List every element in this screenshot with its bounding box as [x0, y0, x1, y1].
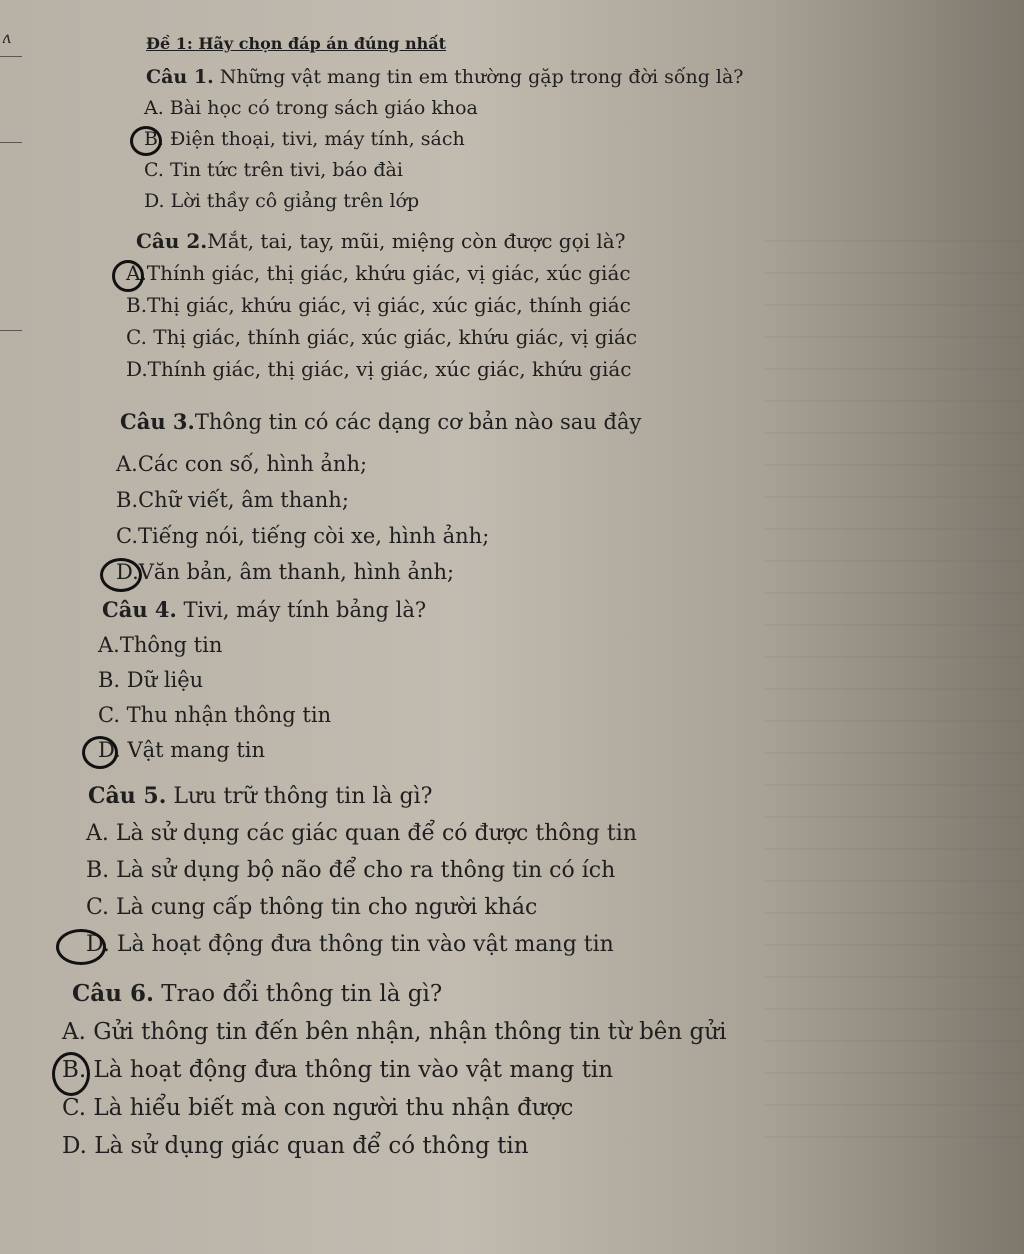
question-title	[102, 592, 426, 628]
question-1	[146, 62, 744, 217]
option-a: A.Thông tin	[98, 633, 223, 657]
question-6	[62, 975, 727, 1165]
answer-circle	[56, 929, 106, 965]
question-5	[88, 778, 637, 963]
option-d: D. Lời thầy cô giảng trên lớp	[144, 190, 420, 212]
question-3	[116, 404, 642, 590]
option-d: D.Thính giác, thị giác, vị giác, xúc giác, khứu giác	[126, 357, 632, 381]
option-c: C. Thị giác, thính giác, xúc giác, khứu giác, vị giác	[126, 325, 638, 349]
option-a: A. Bài học có trong sách giáo khoa	[144, 97, 478, 119]
question-number: Câu 6.	[72, 980, 154, 1007]
question-number: Câu 3.	[120, 409, 195, 434]
option-d	[86, 926, 637, 963]
option-a-text: A.Thính giác, thị giác, khứu giác, vị giác, xúc giác	[126, 261, 631, 285]
question-text: Tivi, máy tính bảng là?	[176, 598, 427, 622]
question-title	[136, 225, 637, 257]
question-text: Thông tin có các dạng cơ bản nào sau đây	[194, 410, 642, 434]
answer-circle	[130, 126, 162, 156]
question-number: Câu 2.	[136, 229, 208, 253]
option-b	[144, 124, 744, 155]
question-text: Những vật mang tin em thường gặp trong đời sống là?	[213, 66, 744, 88]
option-b-text: B. Điện thoại, tivi, máy tính, sách	[144, 128, 465, 150]
option-d	[116, 554, 641, 590]
option-c: C. Là cung cấp thông tin cho người khác	[86, 895, 538, 920]
question-title	[88, 778, 637, 815]
option-d-text: D. Vật mang tin	[98, 738, 265, 762]
question-text: Trao đổi thông tin là gì?	[153, 981, 443, 1007]
option-c: C.Tiếng nói, tiếng còi xe, hình ảnh;	[116, 524, 490, 548]
question-title	[120, 404, 641, 440]
option-b	[62, 1051, 726, 1089]
question-title	[146, 62, 744, 93]
option-b: B. Dữ liệu	[98, 668, 204, 692]
paper-edge-line	[0, 142, 22, 143]
question-4	[98, 592, 427, 768]
show-through-text	[764, 240, 1024, 1140]
option-d-text: D. Là hoạt động đưa thông tin vào vật mang tin	[86, 932, 614, 957]
question-number: Câu 4.	[102, 597, 177, 622]
question-2	[126, 225, 638, 385]
question-text: Mắt, tai, tay, mũi, miệng còn được gọi là?	[207, 229, 626, 253]
answer-circle	[112, 260, 144, 292]
option-a	[126, 257, 637, 289]
option-b: B.Thị giác, khứu giác, vị giác, xúc giác, thính giác	[126, 293, 631, 317]
option-b: B.Chữ viết, âm thanh;	[116, 488, 349, 512]
answer-circle	[82, 736, 118, 769]
option-b: B. Là sử dụng bộ não để cho ra thông tin có ích	[86, 858, 616, 883]
answer-circle	[100, 558, 142, 592]
option-d: D. Là sử dụng giác quan để có thông tin	[62, 1133, 529, 1159]
option-c: C. Tin tức trên tivi, báo đài	[144, 159, 403, 181]
paper-edge-line	[0, 330, 22, 331]
paper-edge-line	[0, 56, 22, 57]
question-title	[72, 975, 726, 1013]
option-d	[98, 733, 426, 768]
question-text: Lưu trữ thông tin là gì?	[166, 784, 433, 809]
corner-handwriting: ʌ	[2, 28, 12, 47]
option-b-text: B. Là hoạt động đưa thông tin vào vật mang tin	[62, 1057, 614, 1083]
option-a: A. Gửi thông tin đến bên nhận, nhận thông tin từ bên gửi	[62, 1019, 727, 1045]
option-a: A. Là sử dụng các giác quan để có được thông tin	[86, 821, 637, 846]
option-c: C. Là hiểu biết mà con người thu nhận được	[62, 1095, 574, 1121]
option-a: A.Các con số, hình ảnh;	[116, 452, 368, 476]
exam-heading: Đề 1: Hãy chọn đáp án đúng nhất	[146, 34, 447, 53]
option-d-text: D.Văn bản, âm thanh, hình ảnh;	[116, 560, 455, 584]
question-number: Câu 1.	[146, 66, 214, 88]
option-c: C. Thu nhận thông tin	[98, 703, 332, 727]
question-number: Câu 5.	[88, 783, 167, 809]
